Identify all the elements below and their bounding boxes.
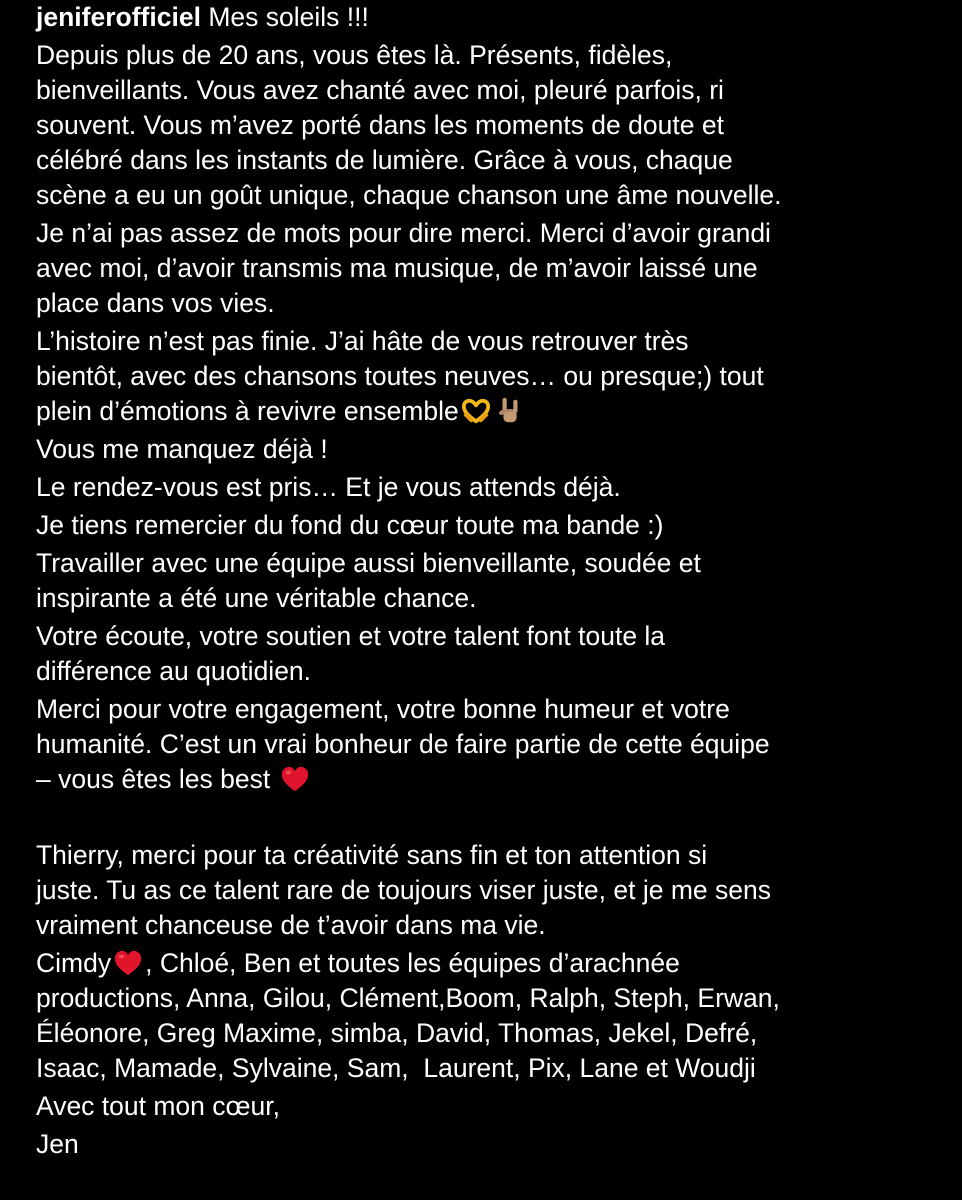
caption-text: , Chloé, Ben et toutes les équipes d’arachnée productions, Anna, Gilou, Clément,Boom, Ralph, Steph, Erwan, Éléonore, Greg Maxime, simba, David, Thomas, Jekel, Defré, Isaac, Mamade, Sylvaine, Sam, Laurent, Pix, Lane et Woudji: [36, 948, 780, 1083]
caption-text: Merci pour votre engagement, votre bonne humeur et votre humanité. C’est un vrai bonheur de faire partie de cette équipe – vous êtes les best: [36, 694, 770, 794]
caption-paragraph: Vous me manquez déjà !: [36, 434, 328, 464]
username-link[interactable]: jeniferofficiel: [36, 2, 201, 32]
caption-paragraph: Votre écoute, votre soutien et votre talent font toute la différence au quotidien.: [36, 621, 666, 686]
caption-paragraph-with-emoji: [36, 946, 936, 1086]
post-caption: [36, 0, 936, 1165]
red-heart-icon: [280, 764, 310, 794]
caption-header: [36, 0, 936, 35]
caption-paragraph: Thierry, merci pour ta créativité sans fin et ton attention si juste. Tu as ce talent rare de toujours viser juste, et je me sens vraiment chanceuse de t’avoir dans ma vie.: [36, 840, 771, 940]
caption-paragraph: Travailler avec une équipe aussi bienveillante, soudée et inspirante a été une véritable chance.: [36, 548, 701, 613]
caption-paragraph: Le rendez-vous est pris… Et je vous attends déjà.: [36, 472, 621, 502]
caption-paragraph: Je tiens remercier du fond du cœur toute ma bande :): [36, 510, 664, 540]
caption-paragraph-with-emojis: [36, 324, 936, 429]
red-heart-icon: [113, 948, 143, 978]
sign-of-the-horns-icon: [495, 396, 525, 426]
heart-hands-icon: [461, 396, 491, 426]
caption-text: L’histoire n’est pas finie. J’ai hâte de vous retrouver très bientôt, avec des chansons toutes neuves… ou presque;) tout plein d’émotions à revivre ensemble: [36, 326, 764, 426]
spacer: [36, 800, 936, 838]
caption-paragraph-with-emoji: [36, 692, 936, 797]
caption-signature: Jen: [36, 1129, 79, 1159]
caption-intro: Mes soleils !!!: [208, 2, 369, 32]
caption-text: Cimdy: [36, 948, 112, 978]
caption-paragraph: Je n’ai pas assez de mots pour dire merci. Merci d’avoir grandi avec moi, d’avoir transmis ma musique, de m’avoir laissé une place dans vos vies.: [36, 218, 771, 318]
caption-paragraph: Depuis plus de 20 ans, vous êtes là. Présents, fidèles, bienveillants. Vous avez chanté avec moi, pleuré parfois, ri souvent. Vous m’avez porté dans les moments de doute et célébré dans les instants de lumière. Grâce à vous, chaque scène a eu un goût unique, chaque chanson une âme nouvelle.: [36, 40, 782, 210]
caption-paragraph: Avec tout mon cœur,: [36, 1091, 280, 1121]
